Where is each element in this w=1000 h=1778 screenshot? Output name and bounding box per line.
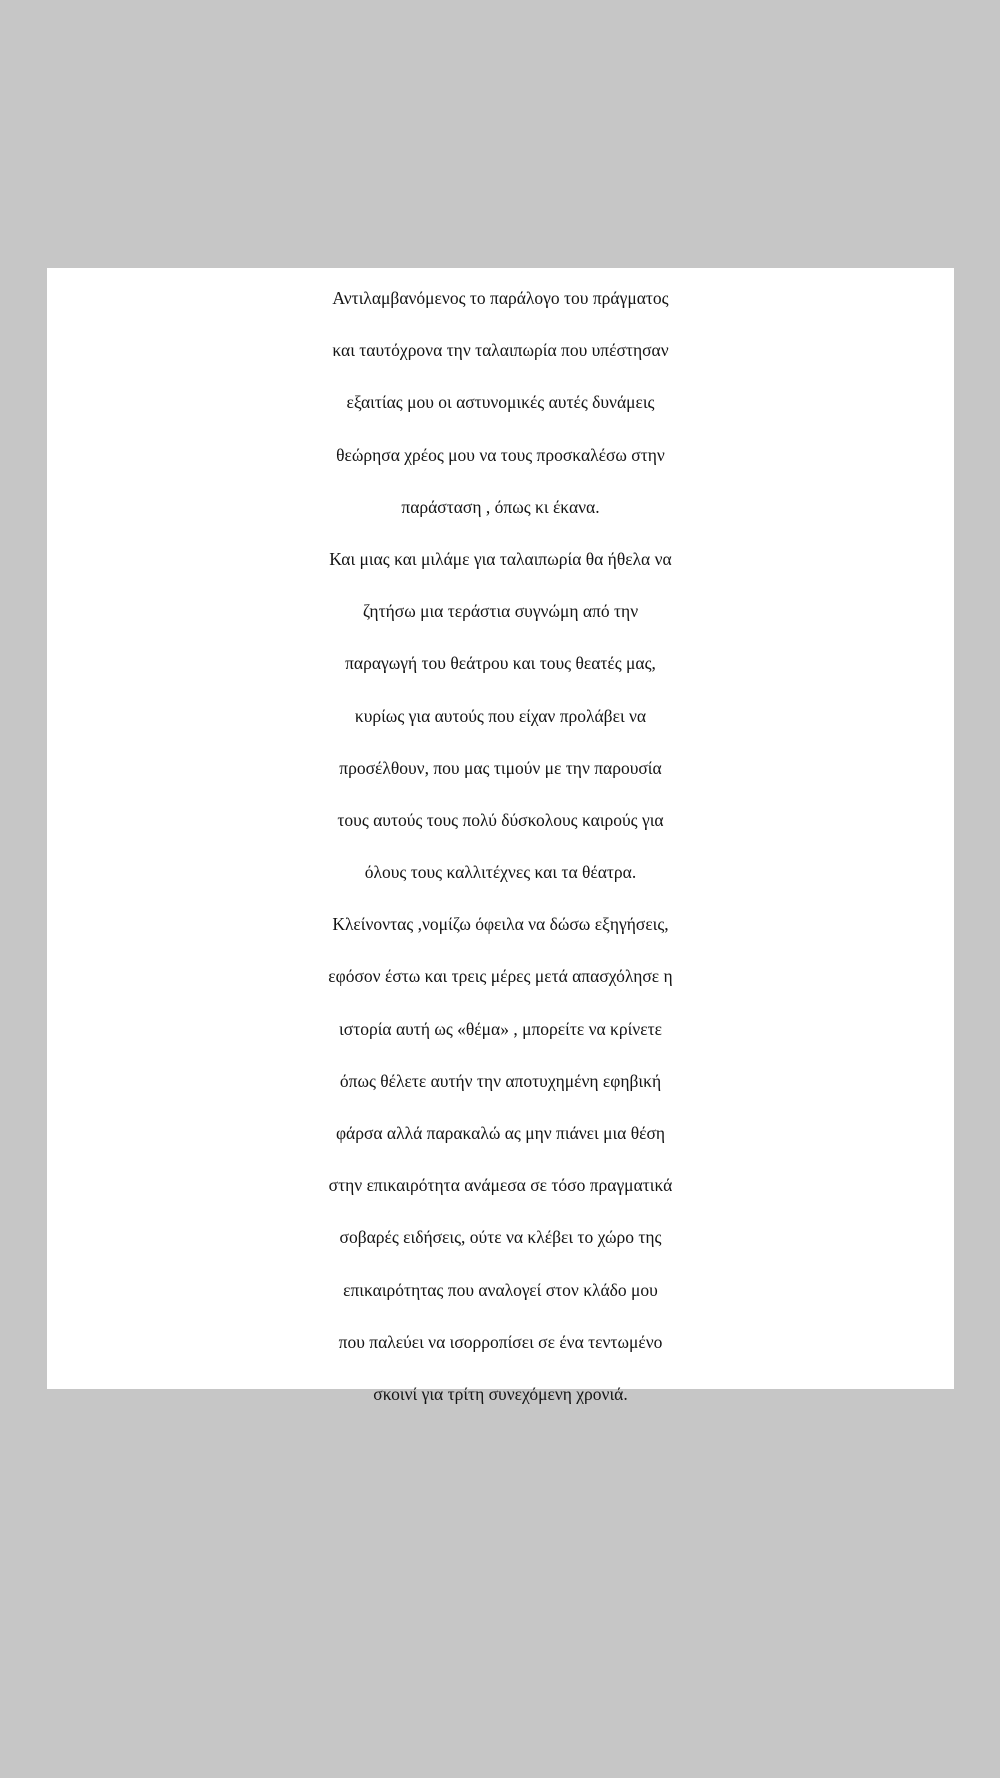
text-line: προσέλθουν, που μας τιμούν με την παρουσία <box>339 757 662 778</box>
text-line: ζητήσω μια τεράστια συγνώμη από την <box>362 601 639 622</box>
text-line: όλους τους καλλιτέχνες και τα θέατρα. <box>364 862 637 883</box>
text-line: και ταυτόχρονα την ταλαιπωρία που υπέστησαν <box>332 340 669 361</box>
text-line: σκοινί για τρίτη συνεχόμενη χρονιά. <box>373 1383 628 1404</box>
text-line: θεώρησα χρέος μου να τους προσκαλέσω στην <box>336 444 665 465</box>
story-text-block <box>47 272 954 1420</box>
text-line: παραγωγή του θεάτρου και τους θεατές μας, <box>345 653 656 674</box>
text-line: Και μιας και μιλάμε για ταλαιπωρία θα ήθελα να <box>329 548 672 569</box>
text-line: όπως θέλετε αυτήν την αποτυχημένη εφηβική <box>339 1070 662 1091</box>
story-text-card <box>47 268 954 1404</box>
text-line: ιστορία αυτή ως «θέμα» , μπορείτε να κρίνετε <box>339 1018 662 1039</box>
text-line: τους αυτούς τους πολύ δύσκολους καιρούς για <box>337 809 664 830</box>
text-line: κυρίως για αυτούς που είχαν προλάβει να <box>354 705 647 726</box>
text-line: στην επικαιρότητα ανάμεσα σε τόσο πραγματικά <box>328 1175 673 1196</box>
text-line: εφόσον έστω και τρεις μέρες μετά απασχόλησε η <box>328 966 673 987</box>
text-line: φάρσα αλλά παρακαλώ ας μην πιάνει μια θέση <box>335 1123 666 1143</box>
text-line: επικαιρότητας που αναλογεί στον κλάδο μου <box>343 1279 658 1300</box>
text-line: εξαιτίας μου οι αστυνομικές αυτές δυνάμεις <box>346 392 655 413</box>
text-line: σοβαρές ειδήσεις, ούτε να κλέβει το χώρο της <box>339 1227 662 1248</box>
text-line: Αντιλαμβανόμενος το παράλογο του πράγματος <box>332 288 669 308</box>
text-line: που παλεύει να ισορροπίσει σε ένα τεντωμένο <box>338 1331 663 1352</box>
text-line: Κλείνοντας ,νομίζω όφειλα να δώσω εξηγήσεις, <box>332 914 669 935</box>
text-line: παράσταση , όπως κι έκανα. <box>401 496 600 517</box>
